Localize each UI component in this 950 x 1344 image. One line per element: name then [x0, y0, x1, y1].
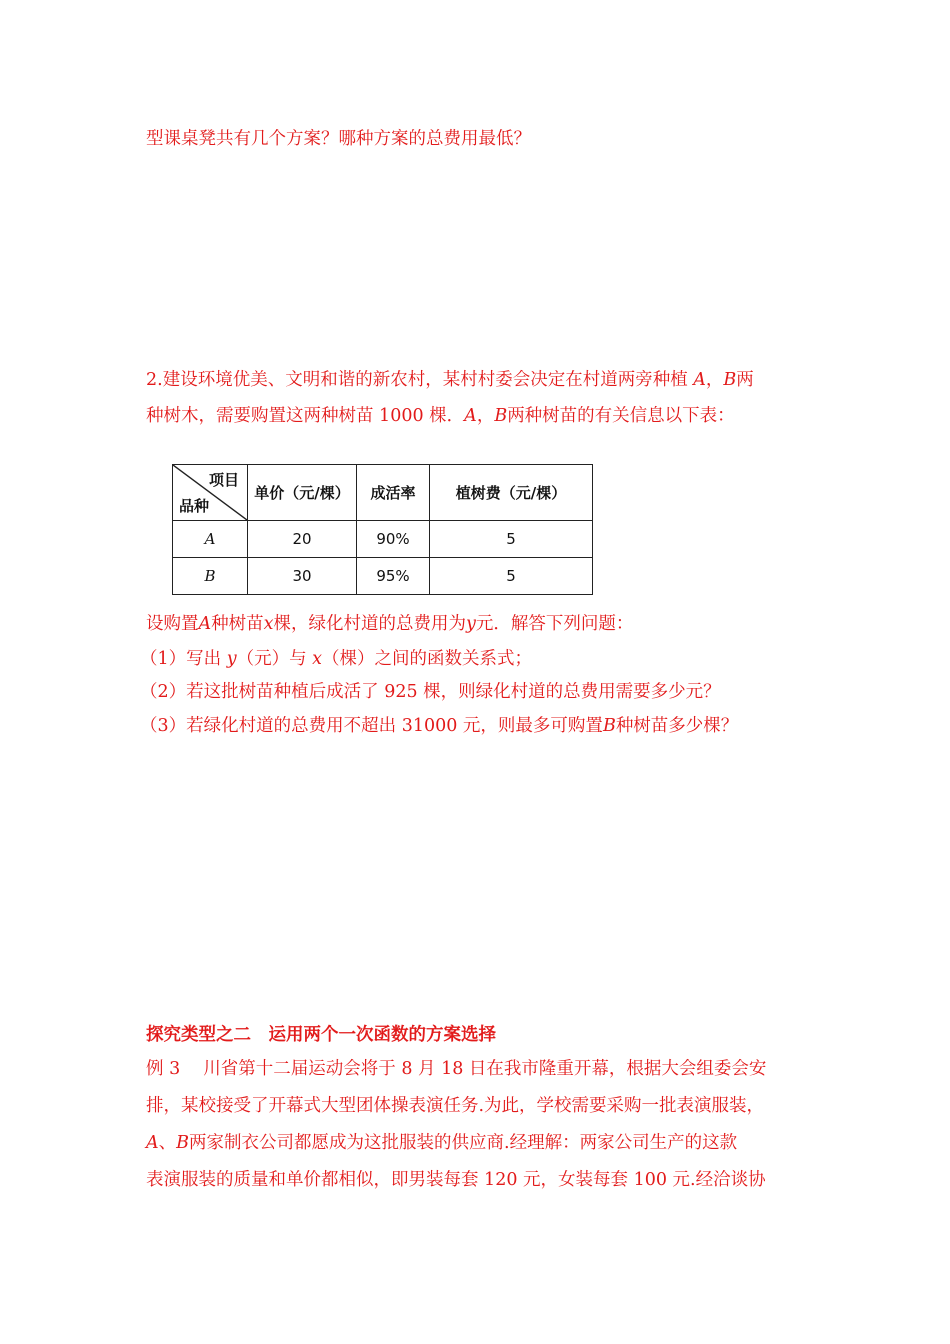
q1-text: （1）写出	[140, 649, 227, 669]
problem2-line1	[146, 368, 754, 392]
var-a: A	[146, 1133, 159, 1153]
var-b: B	[602, 716, 616, 736]
section-heading: 探究类型之二 运用两个一次函数的方案选择	[146, 1025, 496, 1045]
table-corner-cell	[173, 465, 248, 521]
question-2: （2）若这批树苗种植后成活了 925 棵，则绿化村道的总费用需要多少元？	[140, 682, 721, 702]
var-x: x	[312, 649, 323, 669]
q3-text: （3）若绿化村道的总费用不超出 31000 元，则最多可购置	[140, 716, 603, 736]
table-row	[173, 558, 593, 595]
example3-line1: 例 3 川省第十二届运动会将于 8 月 18 日在我市隆重开幕，根据大会组委会安	[146, 1059, 767, 1079]
separator: ，	[705, 370, 724, 390]
example3-line3-text: 两家制衣公司都愿成为这批服装的供应商.经理解：两家公司生产的这款	[189, 1133, 738, 1153]
question-1	[140, 647, 532, 671]
row-rate: 95%	[357, 558, 430, 595]
row-rate: 90%	[357, 521, 430, 558]
var-b: B	[176, 1133, 190, 1153]
separator: 、	[158, 1133, 177, 1153]
var-a: A	[464, 406, 477, 426]
header-rate: 成活率	[357, 465, 430, 521]
var-y: y	[226, 649, 237, 669]
setup-text: 设购置	[146, 614, 199, 634]
var-b: B	[723, 370, 737, 390]
problem2-line2-end: 两种树苗的有关信息以下表：	[507, 406, 735, 426]
q3-text: 种树苗多少棵？	[615, 716, 739, 736]
problem2-line2-text: 种树木，需要购置这两种树苗 1000 棵．	[146, 406, 465, 426]
setup-text: 棵，绿化村道的总费用为	[273, 614, 467, 634]
row-price: 20	[248, 521, 357, 558]
var-a: A	[693, 370, 706, 390]
row-price: 30	[248, 558, 357, 595]
header-price: 单价（元/棵）	[248, 465, 357, 521]
intro-question-line: 型课桌凳共有几个方案？哪种方案的总费用最低？	[146, 129, 531, 149]
tree-info-table	[172, 464, 593, 595]
question-3	[140, 714, 738, 738]
setup-text: 种树苗	[211, 614, 264, 634]
problem2-line1-end: 两	[736, 370, 754, 390]
var-x: x	[263, 614, 274, 634]
var-a: A	[198, 614, 212, 634]
header-fee: 植树费（元/棵）	[430, 465, 593, 521]
corner-top-label: 项目	[208, 471, 239, 489]
row-fee: 5	[430, 521, 593, 558]
row-fee: 5	[430, 558, 593, 595]
setup-text: 元．解答下列问题：	[475, 614, 634, 634]
problem2-line1-text: 2.建设环境优美、文明和谐的新农村，某村村委会决定在村道两旁种植	[146, 370, 694, 390]
var-b: B	[494, 406, 508, 426]
table-row	[173, 521, 593, 558]
problem2-line2	[146, 404, 735, 428]
table-header-row	[173, 465, 593, 521]
example3-line3	[146, 1131, 737, 1155]
example3-line4: 表演服装的质量和单价都相似，即男装每套 120 元，女装每套 100 元.经洽谈协	[146, 1170, 766, 1190]
row-name: B	[173, 558, 248, 595]
corner-bottom-label: 品种	[179, 497, 210, 515]
q1-text: （元）与	[236, 649, 313, 669]
separator: ，	[476, 406, 495, 426]
q1-text: （棵）之间的函数关系式；	[322, 649, 533, 669]
row-name: A	[173, 521, 248, 558]
var-y: y	[466, 614, 476, 634]
setup-line	[146, 612, 633, 636]
example3-line2: 排，某校接受了开幕式大型团体操表演任务.为此，学校需要采购一批表演服装，	[146, 1096, 765, 1116]
